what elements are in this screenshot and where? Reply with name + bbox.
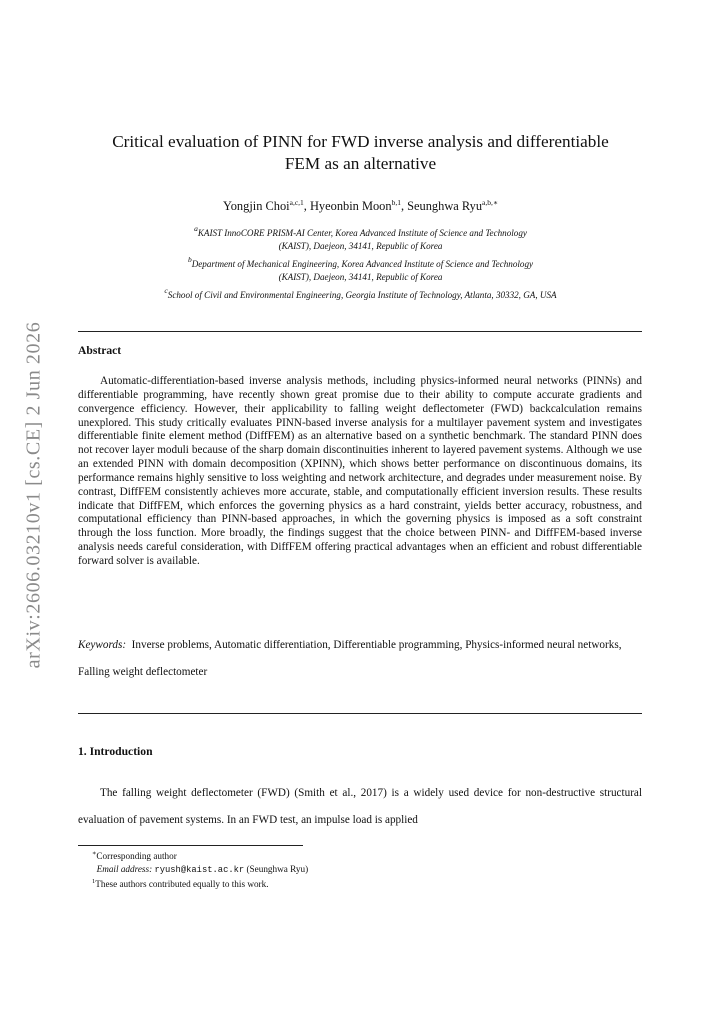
author-name: Hyeonbin Moon	[309, 199, 392, 213]
email-link[interactable]: ryush@kaist.ac.kr	[154, 864, 245, 875]
affiliation-b: $^b$Department of Mechanical Engineering, Korea Advanced Institute of Science and Technology (KAIST), Daejeon, 34141, Republic of Korea	[187, 255, 534, 282]
author-separator: ,	[303, 199, 310, 213]
paper-title	[80, 131, 641, 175]
title-line-2: FEM as an alternative	[284, 154, 437, 173]
abstract-heading: Abstract	[78, 344, 122, 357]
footnote-rule	[78, 845, 303, 846]
affiliation-a: $^a$KAIST InnoCORE PRISM-AI Center, Korea Advanced Institute of Science and Technology (KAIST), Daejeon, 34141, Republic of Korea	[194, 224, 527, 251]
author-affil-marker: b,1	[391, 198, 401, 207]
introduction-text: The falling weight deflectometer (FWD) (Smith et al., 2017) is a widely used device for non-destructive structural evaluation of pavement systems. In an FWD test, an impulse load is applied	[78, 787, 642, 826]
abstract-bottom-rule	[78, 713, 642, 714]
section-heading-introduction: 1. Introduction	[78, 745, 153, 758]
keywords	[78, 632, 642, 686]
footnotes	[92, 848, 308, 891]
footnote-corresponding: ∗Corresponding author	[92, 850, 177, 861]
footnote-email: Email address: ryush@kaist.ac.kr (Seunghwa Ryu)	[96, 863, 309, 875]
footnote-equal-contribution: $^1$These authors contributed equally to this work.	[92, 878, 269, 889]
author-name: Yongjin Choi	[223, 199, 290, 213]
author-separator: ,	[400, 199, 408, 213]
affiliations	[80, 222, 641, 302]
keywords-text: Inverse problems, Automatic differentiation, Differentiable programming, Physics-informed neural networks, Falling weight deflectometer	[78, 639, 622, 678]
title-line-1: Critical evaluation of PINN for FWD inverse analysis and differentiable	[112, 132, 609, 151]
arxiv-identifier: arXiv:2606.03210v1 [cs.CE] 2 Jun 2026	[22, 321, 45, 669]
abstract-text: Automatic-differentiation-based inverse analysis methods, including physics-informed neural networks (PINNs) and differentiable programming, have recently shown great promise due to their ability to compute accurate gradients and convergence efficiency. However, their applicability to falling weight deflectometer (FWD) backcalculation remains unexplored. This study critically evaluates PINN-based inverse analysis for a multilayer pavement system and investigates differentiable finite element method (DiffFEM) as an alternative based on a synthetic benchmark. The standard PINN does not recover layer moduli because of the sharp domain discontinuities inherent to layered pavement systems. Although we use an extended PINN with domain decomposition (XPINN), which shows better performance on discontinuous domains, its performance remains highly sensitive to loss weighting and network architecture, and degrades under measurement noise. By contrast, DiffFEM consistently achieves more accurate, stable, and computationally efficient inversion results. These results indicate that DiffFEM, which enforces the governing physics as a hard constraint, yields better accuracy, robustness, and computational efficiency than PINN-based approaches, in which the governing physics is imposed as a soft constraint through the loss function. More broadly, the findings suggest that the choice between PINN- and DiffFEM-based inverse analysis needs careful consideration, with DiffFEM offering practical advantages when an efficient and robust differentiable forward solver is available.	[78, 375, 642, 567]
affiliation-c: $^c$School of Civil and Environmental Engineering, Georgia Institute of Technology, Atlanta, 30332, GA, USA	[164, 286, 557, 300]
author-name: Seunghwa Ryu	[407, 199, 483, 213]
author-list	[80, 195, 641, 214]
author-affil-marker: a,b,∗	[482, 198, 498, 207]
keywords-label: Keywords:	[78, 639, 127, 651]
author-affil-marker: a,c,1	[289, 198, 304, 207]
abstract-top-rule	[78, 331, 642, 332]
